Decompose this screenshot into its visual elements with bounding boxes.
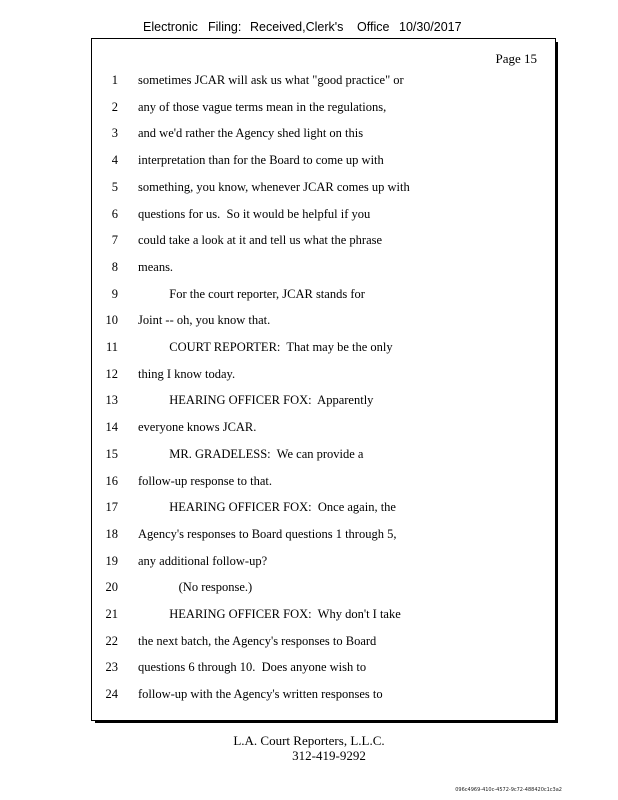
transcript-line	[92, 367, 532, 385]
reporter-company: L.A. Court Reporters, L.L.C.	[233, 733, 385, 748]
transcript-line	[92, 233, 532, 251]
line-number: 20	[105, 580, 118, 595]
line-text: any additional follow-up?	[138, 553, 268, 568]
transcript-line	[92, 73, 532, 91]
line-number: 1	[111, 73, 118, 87]
transcript-line	[92, 313, 532, 331]
line-number: 22	[105, 633, 118, 648]
line-number: 12	[105, 366, 118, 381]
stamp-filing: Filing:	[208, 20, 242, 34]
transcript-line	[92, 580, 532, 598]
line-number: 23	[105, 660, 118, 675]
line-number: 9	[111, 286, 118, 301]
line-number: 24	[105, 687, 118, 702]
line-text: interpretation than for the Board to come up with	[138, 153, 384, 168]
line-number: 15	[105, 446, 118, 461]
line-number: 21	[105, 607, 118, 621]
transcript-line	[92, 420, 532, 438]
line-number: 2	[111, 99, 118, 114]
transcript-line	[92, 447, 532, 465]
stamp-office: Office	[357, 20, 390, 34]
line-text: any of those vague terms mean in the regulations,	[138, 99, 387, 114]
line-text: something, you know, whenever JCAR comes up with	[138, 179, 410, 194]
transcript-line	[92, 180, 532, 198]
transcript-line	[92, 207, 532, 225]
transcript-line	[92, 126, 532, 144]
transcript-line	[92, 153, 532, 171]
line-number: 17	[105, 500, 118, 515]
line-number: 4	[111, 153, 118, 168]
stamp-date: 10/30/2017	[399, 20, 462, 34]
stamp-electronic: Electronic	[143, 20, 198, 34]
line-number: 3	[111, 126, 118, 141]
transcript-line	[92, 687, 532, 705]
line-text: MR. GRADELESS: We can provide a	[138, 446, 364, 461]
line-text: (No response.)	[138, 580, 253, 595]
line-text: everyone knows JCAR.	[138, 420, 257, 435]
page-footer	[0, 733, 618, 763]
line-number: 10	[105, 313, 118, 328]
line-text: the next batch, the Agency's responses to Board	[138, 633, 377, 648]
line-number: 8	[111, 259, 118, 274]
line-text: thing I know today.	[138, 366, 236, 381]
line-text: HEARING OFFICER FOX: Once again, the	[138, 500, 396, 515]
transcript-line	[92, 260, 532, 278]
line-number: 6	[111, 206, 118, 221]
line-number: 5	[111, 179, 118, 194]
line-text: could take a look at it and tell us what the phrase	[138, 233, 383, 248]
transcript-line	[92, 634, 532, 652]
line-text: follow-up with the Agency's written responses to	[138, 687, 383, 702]
filing-stamp	[0, 20, 618, 38]
transcript-page	[91, 38, 556, 721]
transcript-line	[92, 527, 532, 545]
line-number: 16	[105, 473, 118, 488]
line-text: follow-up response to that.	[138, 473, 273, 488]
transcript-line	[92, 393, 532, 411]
line-text: questions for us. So it would be helpful if you	[138, 206, 371, 221]
stamp-received: Received,Clerk's	[250, 20, 344, 34]
line-number: 19	[105, 553, 118, 568]
line-text: and we'd rather the Agency shed light on this	[138, 126, 364, 141]
transcript-line	[92, 500, 532, 518]
line-number: 7	[111, 233, 118, 248]
line-number: 13	[105, 393, 118, 408]
transcript-line	[92, 340, 532, 358]
transcript-line	[92, 554, 532, 572]
transcript-line	[92, 474, 532, 492]
transcript-line	[92, 287, 532, 305]
line-text: For the court reporter, JCAR stands for	[138, 286, 365, 301]
reporter-phone: 312-419-9292	[292, 748, 366, 763]
line-number: 14	[105, 420, 118, 435]
transcript-line	[92, 607, 532, 625]
line-text: means.	[138, 259, 174, 274]
line-text: Joint -- oh, you know that.	[138, 313, 271, 328]
transcript-line	[92, 100, 532, 118]
document-hash: 096c4969-410c-4572-9c72-488420c1c3a2	[455, 787, 562, 793]
line-text: HEARING OFFICER FOX: Apparently	[138, 393, 374, 408]
line-text: COURT REPORTER: That may be the only	[138, 340, 393, 354]
transcript-line	[92, 660, 532, 678]
line-number: 11	[105, 340, 118, 354]
page-number: Page 15	[495, 51, 537, 66]
line-number: 18	[105, 526, 118, 541]
line-text: Agency's responses to Board questions 1 through 5,	[138, 526, 397, 541]
line-text: sometimes JCAR will ask us what "good practice" or	[138, 73, 404, 87]
line-text: questions 6 through 10. Does anyone wish to	[138, 660, 367, 675]
line-text: HEARING OFFICER FOX: Why don't I take	[138, 607, 401, 621]
